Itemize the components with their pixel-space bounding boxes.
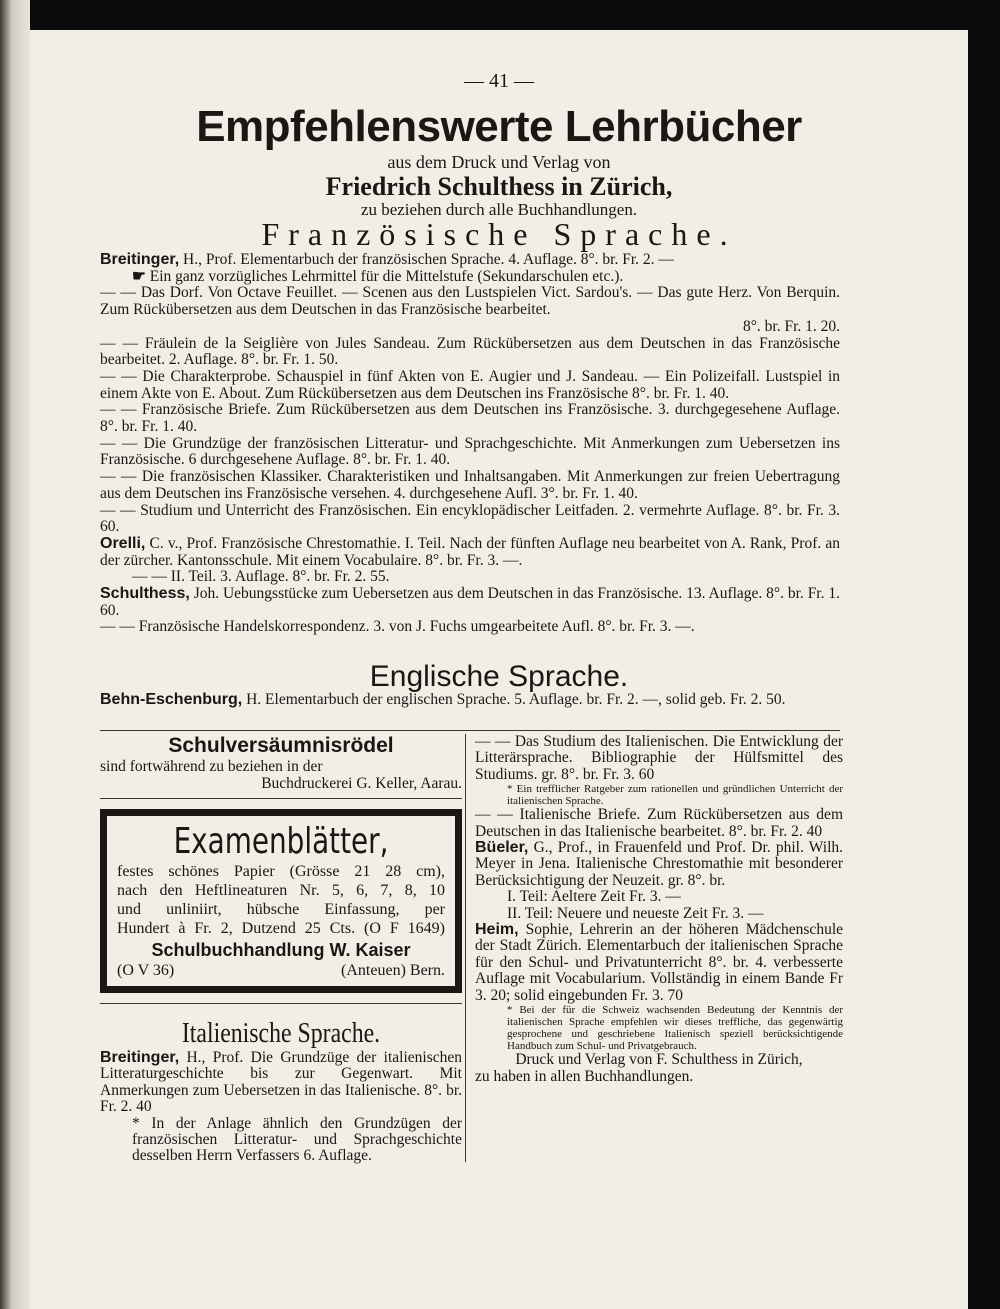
ad-line: nach den Heftlineaturen Nr. 5, 6, 7, 8, 10 bbox=[117, 882, 445, 899]
list-item: Heim, Sophie, Lehrerin an der höheren Mädchenschule der Stadt Zürich. Elementarbuch der italienischen Sprache für den Schul- und Privatunterricht 8°. br. 4. verbesserte Auflage mit Vocabularium. Vollständig in einem Bande Fr 3. 20; solid eingebunden Fr. 3. 70 bbox=[475, 921, 844, 1004]
list-item: — — Französische Briefe. Zum Rückübersetzen aus dem Deutschen ins Französische. 3. durchgegesehene Auflage. 8°. br. Fr. 1. 40. bbox=[100, 401, 840, 436]
list-item: — — Die Grundzüge der französischen Litteratur- und Sprachgeschichte. Mit Anmerkungen zum Uebersetzen ins Französische. 6 durchgesehene Auflage. 8°. br. Fr. 1. 40. bbox=[100, 434, 841, 469]
section-italian: Italienische Sprache. bbox=[181, 1018, 381, 1049]
list-item: — — II. Teil. 3. Auflage. 8°. br. Fr. 2. 55. bbox=[132, 568, 390, 586]
list-item: — — Die französischen Klassiker. Charakteristiken und Inhaltsangaben. Mit Anmerkungen zur freien Uebertragung aus dem Deutschen ins Französische versehen. 4. durchgesehene Aufl. 3°. br. Fr. 1. 40. bbox=[100, 468, 841, 502]
subtitle-1: aus dem Druck und Verlag von bbox=[387, 152, 611, 172]
list-item: Schulthess, Joh. Uebungsstücke zum Uebersetzen aus dem Deutschen in das Französische. 13. Auflage. 8°. br. Fr. 1. 60. bbox=[100, 585, 840, 619]
ad-examenblaetter-box bbox=[100, 809, 462, 993]
right-column bbox=[475, 734, 843, 1085]
footer-line: zu haben in allen Buchhandlungen. bbox=[475, 1067, 694, 1085]
ad-location: (Anteuen) Bern. bbox=[341, 962, 445, 979]
section-english: Englische Sprache. bbox=[369, 660, 629, 693]
list-item: ☛ Ein ganz vorzügliches Lehrmittel für die Mittelstufe (Sekundarschulen etc.). bbox=[132, 267, 624, 285]
footer-line: Druck und Verlag von F. Schulthess in Zürich, bbox=[515, 1051, 803, 1069]
list-item: * Bei der für die Schweiz wachsenden Bedeutung der Kenntnis der italienischen Sprache empfehlen wir dieses treffliche, das gegenwärtig gesprochene und geschriebene Italienisch speziell berücksichtigende Handbuch zum Schul- und Privatgebrauch. bbox=[507, 1004, 843, 1053]
ad-code: (O V 36) bbox=[117, 962, 175, 979]
section-french: Französische Sprache. bbox=[261, 216, 737, 252]
ad-schulversaeumnis-line: sind fortwährend zu beziehen in der bbox=[100, 758, 323, 775]
page-title: Empfehlenswerte Lehrbücher bbox=[196, 102, 802, 151]
list-item: Breitinger, H., Prof. Elementarbuch der französischen Sprache. 4. Auflage. 8°. br. Fr. 2. — bbox=[100, 251, 674, 268]
list-item: — — Italienische Briefe. Zum Rückübersetzen aus dem Deutschen in das Italienische bearbeitet. 8°. br. Fr. 2. 40 bbox=[475, 806, 843, 840]
book-page bbox=[30, 30, 968, 1309]
list-item: Büeler, G., Prof., in Frauenfeld und Prof. Dr. phil. Wilh. Meyer in Jena. Italienische Chrestomathie mit besonderer Berücksichtigung der Neuzeit. gr. 8°. br. bbox=[475, 839, 844, 889]
list-item: I. Teil: Aeltere Zeit Fr. 3. — bbox=[507, 888, 681, 906]
ad-schulversaeumnis-title: Schulversäumnisrödel bbox=[168, 734, 394, 757]
publisher-name: Friedrich Schulthess in Zürich, bbox=[325, 172, 673, 201]
list-item: Breitinger, H., Prof. Die Grundzüge der italienischen Litteraturgeschichte bis zur Gegenwart. Mit Anmerkungen zum Uebersetzen in das Italienische. 8°. br. Fr. 2. 40 bbox=[100, 1049, 462, 1116]
ad-line: festes schönes Papier (Grösse 21 28 cm), bbox=[117, 863, 445, 880]
subtitle-2: zu beziehen durch alle Buchhandlungen. bbox=[360, 200, 638, 219]
list-item: — — Das Studium des Italienischen. Die Entwicklung der Litterärsprache. Bibliographie der Hülfsmittel des Studiums. gr. 8°. br. Fr. 3. 60 bbox=[475, 733, 843, 783]
divider bbox=[100, 1003, 462, 1004]
left-column bbox=[100, 734, 462, 1165]
list-item: II. Teil: Neuere und neueste Zeit Fr. 3. — bbox=[507, 904, 764, 922]
list-item: — — Französische Handelskorrespondenz. 3. von J. Fuchs umgearbeitete Aufl. 8°. br. Fr. 3. —. bbox=[100, 618, 695, 636]
english-entries bbox=[100, 692, 840, 709]
list-item: Behn-Eschenburg, H. Elementarbuch der englischen Sprache. 5. Auflage. br. Fr. 2. —, solid geb. Fr. 2. 50. bbox=[100, 691, 786, 708]
list-item: * In der Anlage ähnlich den Grundzügen der französischen Litteratur- und Sprachgeschichte desselben Herrn Verfassers 6. Auflage. bbox=[132, 1114, 462, 1165]
book-spine bbox=[0, 0, 30, 1309]
list-item: — — Fräulein de la Seiglière von Jules Sandeau. Zum Rückübersetzen aus dem Deutschen in das Französische bearbeitet. 2. Auflage. 8°. br. Fr. 1. 50. bbox=[100, 334, 841, 369]
divider bbox=[100, 730, 840, 731]
divider bbox=[100, 798, 462, 799]
list-item: — — Das Dorf. Von Octave Feuillet. — Scenen aus den Lustspielen Vict. Sardou's. — Das gute Herz. Von Berquin. Zum Rückübersetzen aus dem Deutschen in das Französische bearbeitet. 8°. br. Fr. 1. 20. bbox=[100, 284, 841, 335]
list-item: Orelli, C. v., Prof. Französische Chrestomathie. I. Teil. Nach der fünften Auflage neu bearbeitet von A. Rank, Prof. an der zürcher. Kantonsschule. Mit einem Vocabulaire. 8°. br. Fr. 3. —. bbox=[100, 534, 841, 569]
french-entries bbox=[100, 252, 840, 636]
page-number: — 41 — bbox=[464, 70, 534, 92]
ad-line: und unliniirt, hübsche Einfassung, per bbox=[117, 901, 445, 918]
ad-line: Hundert à Fr. 2, Dutzend 25 Cts. (O F 1649) bbox=[117, 920, 445, 937]
column-divider bbox=[465, 734, 466, 1162]
ad-examenblaetter-title: Examenblätter, bbox=[173, 821, 389, 862]
ad-firm: Schulbuchhandlung W. Kaiser bbox=[151, 940, 411, 960]
ad-footer bbox=[117, 962, 445, 980]
ad-schulversaeumnis-line: Buchdruckerei G. Keller, Aarau. bbox=[261, 775, 462, 792]
list-item: * Ein trefflicher Ratgeber zum rationellen und gründlichen Unterricht der italienischen Sprache. bbox=[507, 783, 843, 808]
pointing-hand-icon: ☛ bbox=[132, 267, 146, 285]
list-item: — — Studium und Unterricht des Französischen. Ein encyklopädischer Leitfaden. 2. vermehrte Auflage. 8°. br. Fr. 3. 60. bbox=[100, 501, 840, 536]
list-item: — — Die Charakterprobe. Schauspiel in fünf Akten von E. Augier und J. Sandeau. — Ein Polizeifall. Lustspiel in einem Akte von E. About. Zum Rückübersetzen aus dem Deutschen ins Französische 8°. br. Fr. 1. 40. bbox=[100, 367, 841, 402]
